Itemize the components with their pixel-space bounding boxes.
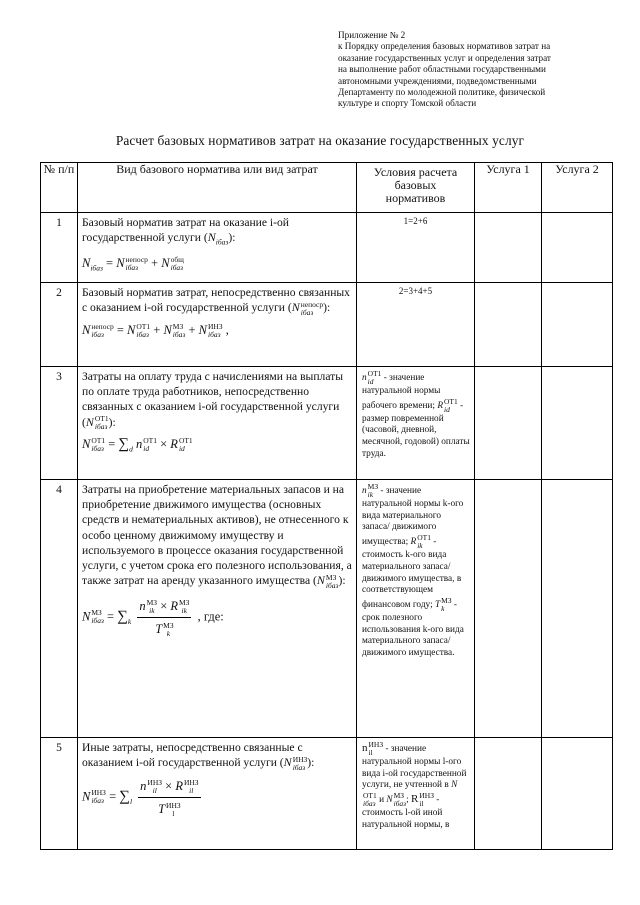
row-formula: N МЗ iбаз = $\sum_k$ n МЗ ik × R МЗ ik T МЗ k , где: <box>82 596 352 639</box>
cell-service2 <box>542 367 613 480</box>
cell-service2 <box>542 213 613 283</box>
row-number: 3 <box>41 367 78 480</box>
row-text: Затраты на приобретение материальных запасов и на приобретение движимого имущества (основных средств и нематериальных активов), не отнесенного к особо ценному движимому имуществу и используемого в процессе оказания государственной услуги, с учетом срока его полезного использования, а также затрат на аренду указанного имущества ( <box>82 483 352 588</box>
row-text-end: ): <box>338 574 346 588</box>
row-condition: 2=3+4+5 <box>357 283 475 367</box>
condition-text: - стоимость l-ой иной натуральной нормы, в <box>362 795 450 830</box>
row-text-end: ): <box>323 301 331 315</box>
document-title: Расчет базовых нормативов затрат на оказание государственных услуг <box>115 133 525 148</box>
row-number: 4 <box>41 480 78 738</box>
row-condition: 1=2+6 <box>357 213 475 283</box>
cell-service1 <box>475 738 542 850</box>
row-formula: N ОТ1 iбаз = $\sum_d$ n ОТ1 id × R ОТ1 id <box>82 435 193 454</box>
cost-norms-table <box>40 162 613 850</box>
table-row <box>41 480 613 738</box>
condition-text: - значение натуральной нормы k-ого вида материального запаса/ движимого имущества; <box>362 486 464 548</box>
header-cond: Условия расчета базовых нормативов <box>357 163 475 213</box>
appendix-line: к Порядку определения базовых нормативов затрат на <box>338 41 551 52</box>
row-condition: n МЗ ik - значение натуральной нормы k-ого вида материального запаса/ движимого имущества; R ОТ1 ik - стоимость k-ого вида материального запаса/ движимого имущества, в соответствующем финансовом году; T МЗ k - срок полезного использования k-ого вида материального запаса/ движимого имущества. <box>357 480 475 738</box>
cell-service1 <box>475 213 542 283</box>
row-formula: $N_{iбаз} = N$ непоср iбаз + N общ iбаз <box>82 254 184 273</box>
row-kind: Затраты на оплату труда с начислениями на выплаты по оплате труда работников, непосредственно связанных с оказанием i-ой государственной услуги (N ОТ1 iбаз ): N ОТ1 iбаз = $\sum_d$ n ОТ1 id × R ОТ1 id <box>78 367 357 480</box>
row-text: Базовый норматив затрат, непосредственно связанных с оказанием i-ой государственной услуги ( <box>82 286 350 315</box>
table-row <box>41 738 613 850</box>
row-text-end: ): <box>307 756 315 770</box>
condition-text: - значение натуральной нормы l-ого вида i-ой государственной услуги, не учтенной в <box>362 744 467 791</box>
row-text: Иные затраты, непосредственно связанные с оказанием i-ой государственной услуги ( <box>82 741 303 770</box>
table-row <box>41 283 613 367</box>
row-kind: Затраты на приобретение материальных запасов и на приобретение движимого имущества (основных средств и нематериальных активов), не отнесенного к особо ценному движимому имуществу и используемого в процессе оказания государственной услуги, с учетом срока его полезного использования, а также затрат на аренду указанного имущества (N МЗ iбаз ): N МЗ iбаз = $\sum_k$ n МЗ ik × R МЗ ik T МЗ k , где: <box>78 480 357 738</box>
row-kind: Иные затраты, непосредственно связанные с оказанием i-ой государственной услуги (N ИНЗ iбаз ): N ИНЗ iбаз = $\sum_l$ n ИНЗ il × R ИНЗ il T ИНЗ l <box>78 738 357 850</box>
header-service1: Услуга 1 <box>475 163 542 213</box>
cell-service2 <box>542 480 613 738</box>
condition-text: - размер повременной (часовой, дневной, месячной, годовой) оплаты труда. <box>362 400 470 459</box>
condition-text: - стоимость k-ого вида материального запаса/ движимого имущества, в соответствующем финансовом году; <box>362 537 462 611</box>
row-number: 2 <box>41 283 78 367</box>
header-service2: Услуга 2 <box>542 163 613 213</box>
row-number: 1 <box>41 213 78 283</box>
table-row <box>41 213 613 283</box>
row-formula: N непоср iбаз = N ОТ1 iбаз + N МЗ iбаз + N ИНЗ iбаз , <box>82 321 229 339</box>
row-condition: n ОТ1 id - значение натуральной нормы рабочего времени; R ОТ1 id - размер повременной (часовой, дневной, месячной, годовой) оплаты труда. <box>357 367 475 480</box>
cell-service1 <box>475 480 542 738</box>
row-text-end: ): <box>108 415 116 429</box>
condition-text: и <box>376 795 387 806</box>
condition-text: - значение натуральной нормы рабочего времени; <box>362 373 441 411</box>
row-number: 5 <box>41 738 78 850</box>
cell-service2 <box>542 738 613 850</box>
appendix-line: культуре и спорту Томской области <box>338 98 477 109</box>
appendix-line: автономными учреждениями, подведомственными <box>338 75 537 86</box>
table-row <box>41 367 613 480</box>
row-condition: n ИНЗ il - значение натуральной нормы l-ого вида i-ой государственной услуги, не учтенной в N ОТ1 iбаз и N МЗ iбаз ; R ИНЗ il - стоимость l-ой иной натуральной нормы, в <box>357 738 475 850</box>
appendix-line: Приложение № 2 <box>338 30 406 40</box>
header-kind: Вид базового норматива или вид затрат <box>78 163 357 213</box>
row-formula: N ИНЗ iбаз = $\sum_l$ n ИНЗ il × R ИНЗ il T ИНЗ l <box>82 776 352 819</box>
row-text: Затраты на оплату труда с начислениями на выплаты по оплате труда работников, непосредственно связанных с оказанием i-ой государственной услуги ( <box>82 370 344 429</box>
cell-service2 <box>542 283 613 367</box>
table-header-row <box>41 163 613 213</box>
appendix-header <box>338 30 608 110</box>
appendix-line: оказание государственных услуг и определения затрат <box>338 52 551 63</box>
appendix-line: Департаменту по молодежной политике, физической <box>338 87 546 98</box>
condition-text: - срок полезного использования k-ого вида материального запаса/ движимого имущества. <box>362 600 464 659</box>
header-num: № п/п <box>41 163 78 213</box>
appendix-line: на выполнение работ областными государственными <box>338 64 546 75</box>
row-kind: Базовый норматив затрат на оказание i-ой государственной услуги $(N_{iбаз})$: $N_{iбаз} = N$ непоср iбаз + N общ iбаз <box>78 213 357 283</box>
formula-tail: , где: <box>197 608 224 623</box>
row-text: Базовый норматив затрат на оказание i-ой государственной услуги ( <box>82 216 289 245</box>
cell-service1 <box>475 283 542 367</box>
row-kind: Базовый норматив затрат, непосредственно связанных с оказанием i-ой государственной услуги (N непоср iбаз ): N непоср iбаз = N ОТ1 iбаз + N МЗ iбаз + N ИНЗ iбаз , <box>78 283 357 367</box>
cell-service1 <box>475 367 542 480</box>
row-text-end: ): <box>228 231 236 245</box>
